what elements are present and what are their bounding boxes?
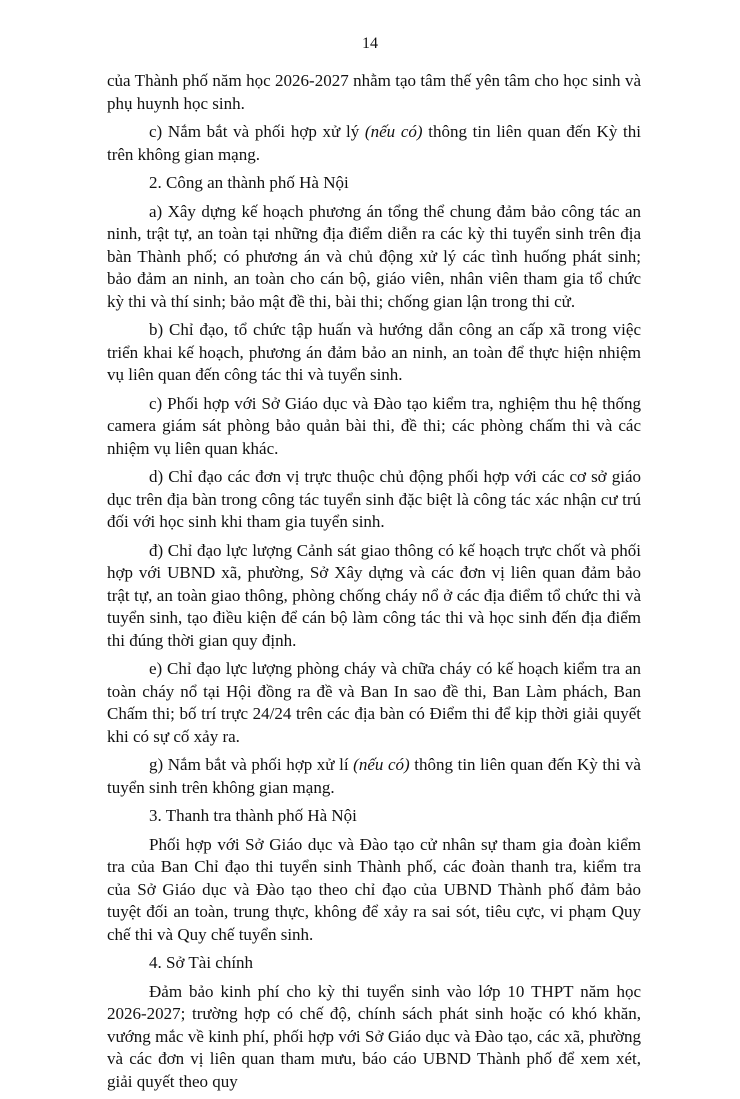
paragraph-2dd: đ) Chỉ đạo lực lượng Cảnh sát giao thông có kế hoạch trực chốt và phối hợp với UBND xã, phường, Sở Xây dựng và các đơn vị liên quan đảm bảo trật tự, an toàn giao thông, phòng chống cháy nổ ở các địa điểm tổ chức thi và tuyển sinh, tạo điều kiện để cán bộ làm công tác thi và học sinh đến địa điểm thi đúng thời gian quy định. — [107, 540, 641, 650]
paragraph-2d: d) Chỉ đạo các đơn vị trực thuộc chủ động phối hợp với các cơ sở giáo dục trên địa bàn trong công tác tuyển sinh đặc biệt là công tác xác nhận cư trú đối với học sinh khi tham gia tuyển sinh. — [107, 467, 641, 531]
paragraph-4: Đảm bảo kinh phí cho kỳ thi tuyển sinh vào lớp 10 THPT năm học 2026-2027; trường hợp có chế độ, chính sách phát sinh hoặc có khó khăn, vướng mắc về kinh phí, phối hợp với Sở Giáo dục và Đào tạo, các xã, phường và các đơn vị liên quan tham mưu, báo cáo UBND Thành phố để xem xét, giải quyết theo quy — [107, 981, 641, 1091]
paragraph-continuation: của Thành phố năm học 2026-2027 nhằm tạo tâm thế yên tâm cho học sinh và phụ huynh học sinh. — [107, 71, 641, 113]
text: thông tin liên quan đến Kỳ thi và tuyển sinh trên không gian mạng. — [107, 755, 641, 797]
paragraph-2c: c) Phối hợp với Sở Giáo dục và Đào tạo kiểm tra, nghiệm thu hệ thống camera giám sát phòng bảo quản bài thi, đề thi; các phòng chấm thi và các nhiệm vụ liên quan khác. — [107, 393, 641, 458]
paragraph-1c — [107, 121, 641, 166]
section-heading-4: 4. Sở Tài chính — [149, 953, 254, 972]
italic-note: (nếu có) — [364, 122, 423, 141]
italic-note: (nếu có) — [353, 755, 410, 774]
document-body — [107, 70, 641, 1099]
page-number: 14 — [362, 35, 378, 52]
text: c) Nắm bắt và phối hợp xử lý — [149, 122, 365, 141]
text: g) Nắm bắt và phối hợp xử lí — [149, 755, 354, 774]
section-heading-3: 3. Thanh tra thành phố Hà Nội — [149, 806, 357, 825]
paragraph-3: Phối hợp với Sở Giáo dục và Đào tạo cử nhân sự tham gia đoàn kiểm tra của Ban Chỉ đạo thi tuyển sinh Thành phố, các đoàn thanh tra, kiểm tra của Sở Giáo dục và Đào tạo theo chỉ đạo của UBND Thành phố đảm bảo tuyệt đối an toàn, trung thực, không để xảy ra sai sót, tiêu cực, vi phạm Quy chế thi và Quy chế tuyển sinh. — [107, 834, 641, 944]
paragraph-2e: e) Chỉ đạo lực lượng phòng cháy và chữa cháy có kế hoạch kiểm tra an toàn cháy nổ tại Hội đồng ra đề và Ban In sao đề thi, Ban Làm phách, Ban Chấm thi; bố trí trực 24/24 trên các địa bàn có Điểm thi để kịp thời giải quyết khi có sự cố xảy ra. — [107, 659, 641, 746]
paragraph-2a: a) Xây dựng kế hoạch phương án tổng thể chung đảm bảo công tác an ninh, trật tự, an toàn tại những địa điểm diễn ra các kỳ thi tuyển sinh trên địa bàn Thành phố; có phương án và chủ động xử lý các tình huống phát sinh; bảo đảm an ninh, an toàn cho cán bộ, giáo viên, nhân viên tham gia tổ chức kỳ thi và thí sinh; bảo mật đề thi, bài thi; chống gian lận trong thi cử. — [107, 201, 641, 311]
paragraph-2b: b) Chỉ đạo, tổ chức tập huấn và hướng dẫn công an cấp xã trong việc triển khai kế hoạch, phương án đảm bảo an ninh, an toàn để thực hiện nhiệm vụ liên quan đến công tác thi và tuyển sinh. — [107, 320, 641, 384]
paragraph-2g — [107, 754, 641, 799]
text: thông tin liên quan đến Kỳ thi trên không gian mạng. — [107, 122, 641, 164]
section-heading-2: 2. Công an thành phố Hà Nội — [149, 173, 349, 192]
